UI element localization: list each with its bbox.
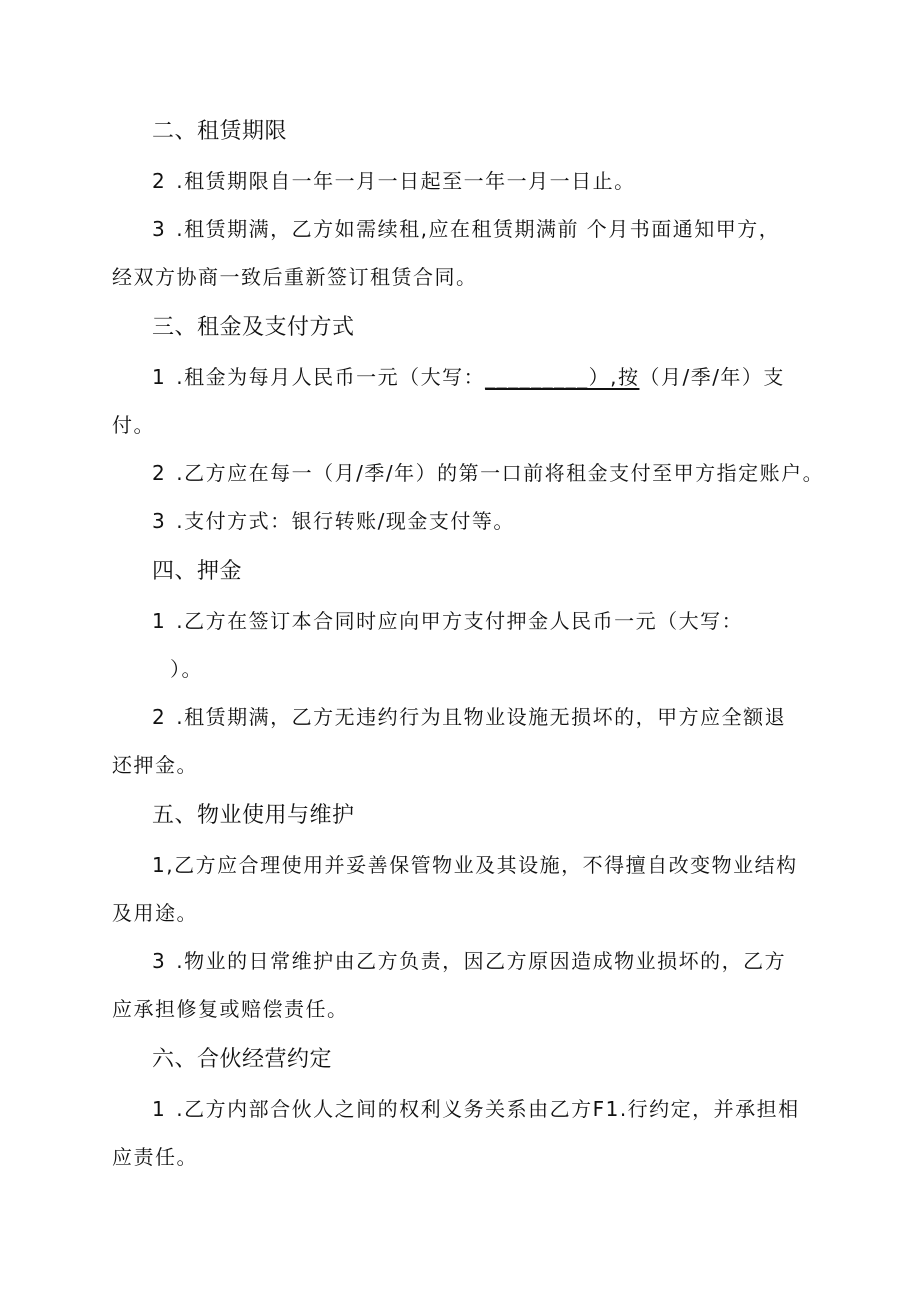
- clause-number: 1: [152, 365, 167, 389]
- clause-4-1: [152, 606, 743, 636]
- clause-text: .乙方应在每一（月/季/年）的第一口前将租金支付至甲方指定账户。: [176, 461, 825, 485]
- section-heading-rent: 三、租金及支付方式: [152, 315, 355, 340]
- clause-text: .乙方内部合伙人之间的权利义务关系由乙方F1.行约定，并承担相: [176, 1097, 800, 1121]
- clause-text: .支付方式：银行转账/现金支付等。: [176, 509, 515, 533]
- clause-number: 1: [152, 1097, 167, 1121]
- clause-text: （月/季/年）支: [639, 365, 785, 389]
- clause-3-2: [152, 458, 824, 488]
- clause-continuation: 还押金。: [112, 753, 198, 777]
- clause-2-1: [152, 166, 636, 196]
- clause-number: 1: [152, 609, 167, 633]
- amount-blank: _________）,按: [485, 365, 640, 389]
- clause-text: .租赁期满，乙方如需续租,应在租赁期满前 个月书面通知甲方，: [176, 217, 781, 241]
- clause-number: 2: [152, 461, 167, 485]
- clause-4-2: [152, 702, 786, 732]
- clause-text: .租赁期限自一年一月一日起至一年一月一日止。: [176, 169, 636, 193]
- section-heading-term: 二、租赁期限: [152, 119, 288, 144]
- clause-3-1: [152, 362, 785, 392]
- clause-3-3: [152, 506, 515, 536]
- clause-continuation: 应承担修复或赔偿责任。: [112, 997, 349, 1021]
- clause-2-2: [152, 214, 780, 244]
- clause-continuation: 付。: [112, 413, 155, 437]
- section-heading-partnership: 六、合伙经营约定: [152, 1047, 333, 1072]
- clause-number: 3: [152, 509, 167, 533]
- clause-continuation: 应责任。: [112, 1145, 198, 1169]
- clause-text: .租金为每月人民币一元（大写：: [176, 365, 486, 389]
- clause-text: .租赁期满，乙方无违约行为且物业设施无损坏的，甲方应全额退: [176, 705, 787, 729]
- section-heading-deposit: 四、押金: [152, 559, 243, 584]
- clause-continuation: ）。: [170, 657, 203, 681]
- clause-number: 3: [152, 217, 167, 241]
- clause-text: .物业的日常维护由乙方负责，因乙方原因造成物业损坏的，乙方: [176, 949, 787, 973]
- clause-6-1: [152, 1094, 800, 1124]
- clause-continuation: 及用途。: [112, 901, 198, 925]
- clause-5-2: [152, 946, 786, 976]
- clause-text: .乙方在签订本合同时应向甲方支付押金人民币一元（大写：: [176, 609, 744, 633]
- section-heading-maintenance: 五、物业使用与维护: [152, 803, 355, 828]
- clause-number: 3: [152, 949, 167, 973]
- clause-number: 2: [152, 705, 167, 729]
- clause-continuation: 经双方协商一致后重新签订租赁合同。: [112, 265, 478, 289]
- clause-5-1: 1,乙方应合理使用并妥善保管物业及其设施，不得擅自改变物业结构: [152, 853, 798, 877]
- clause-number: 2: [152, 169, 167, 193]
